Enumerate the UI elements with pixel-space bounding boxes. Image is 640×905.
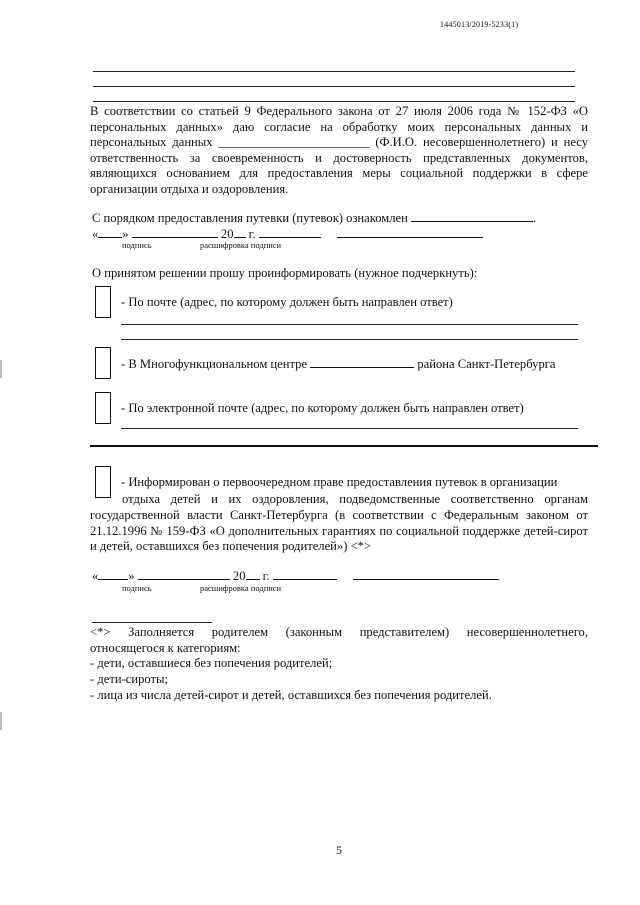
year-blank[interactable] [246, 568, 260, 580]
decode-blank[interactable] [337, 226, 483, 238]
footnote-divider [92, 622, 212, 623]
page-number: 5 [336, 843, 342, 857]
checkbox-email[interactable] [95, 392, 111, 424]
mfc-district-blank[interactable] [310, 356, 414, 368]
footnote-item: - дети-сироты; [90, 672, 168, 686]
mail-address-line[interactable] [121, 339, 578, 340]
blank-line[interactable] [93, 71, 575, 72]
blank-line[interactable] [93, 101, 575, 102]
date-day-blank[interactable] [98, 568, 128, 580]
footnote-item: - дети, оставшиеся без попечения родителей; [90, 656, 333, 670]
signature-caption: подпись [122, 240, 152, 250]
signature-caption: подпись [122, 583, 152, 593]
document-number: 1445013/2019-5233(1) [440, 20, 519, 29]
mail-address-line[interactable] [121, 324, 578, 325]
option-mfc-suffix: района Санкт-Петербурга [417, 357, 556, 371]
date-day-blank[interactable] [98, 226, 122, 238]
priority-paragraph: отдыха детей и их оздоровления, подведомственные соответственно органам государственной власти Санкт-Петербурга (в соответствии с Федеральным законом от 21.12.1996 № 159-ФЗ «О дополнительных гарантиях по социальной поддержке детей-сирот и детей, оставшихся без попечения родителей») <*> [90, 492, 588, 554]
date-month-blank[interactable] [132, 226, 218, 238]
date-month-blank[interactable] [138, 568, 230, 580]
acquainted-blank[interactable] [411, 210, 533, 222]
inform-intro: О принятом решении прошу проинформировать (нужное подчеркнуть): [92, 266, 478, 280]
checkbox-mail[interactable] [95, 286, 111, 318]
scan-edge-mark [0, 712, 2, 730]
checkbox-mfc[interactable] [95, 347, 111, 379]
year-prefix: 20 [220, 227, 234, 241]
date-close-quote: » [128, 569, 135, 583]
blank-line[interactable] [93, 86, 575, 87]
decode-caption: расшифровка подписи [200, 583, 282, 593]
priority-first-line: - Информирован о первоочередном праве предоставления путевок в организации [121, 475, 558, 489]
year-blank[interactable] [234, 226, 246, 238]
option-email-label: - По электронной почте (адрес, по которому должен быть направлен ответ) [121, 401, 524, 415]
decode-caption: расшифровка подписи [200, 240, 282, 250]
consent-paragraph: В соответствии со статьей 9 Федерального закона от 27 июля 2006 года № 152-ФЗ «О персональных данных» даю согласие на обработку моих персональных данных и персональных данных ________________________ (Ф.И.О. несовершеннолетнего) и несу ответственность за своевременность и достоверность представленных документов, являющихся основанием для предоставления меры социальной поддержки в сфере организации отдыха и оздоровления. [90, 104, 588, 196]
option-mfc-prefix: - В Многофункциональном центре [121, 357, 308, 371]
date-open-quote: « [92, 569, 99, 583]
year-suffix: г. [262, 569, 270, 583]
signature-blank[interactable] [259, 226, 321, 238]
acquainted-label: С порядком предоставления путевки (путевок) ознакомлен [92, 211, 408, 225]
option-mail-label: - По почте (адрес, по которому должен быть направлен ответ) [121, 295, 453, 309]
year-suffix: г. [248, 227, 256, 241]
date-close-quote: » [122, 227, 129, 241]
email-address-line[interactable] [121, 428, 578, 429]
signature-blank[interactable] [273, 568, 337, 580]
footnote-text: <*> Заполняется родителем (законным представителем) несовершеннолетнего, относящегося к категориям: [90, 625, 588, 655]
scan-edge-mark [0, 360, 2, 378]
year-prefix: 20 [232, 569, 246, 583]
date-open-quote: « [92, 227, 99, 241]
footnote-item: - лица из числа детей-сирот и детей, оставшихся без попечения родителей. [90, 688, 492, 702]
decode-blank[interactable] [353, 568, 499, 580]
section-divider [90, 445, 598, 447]
